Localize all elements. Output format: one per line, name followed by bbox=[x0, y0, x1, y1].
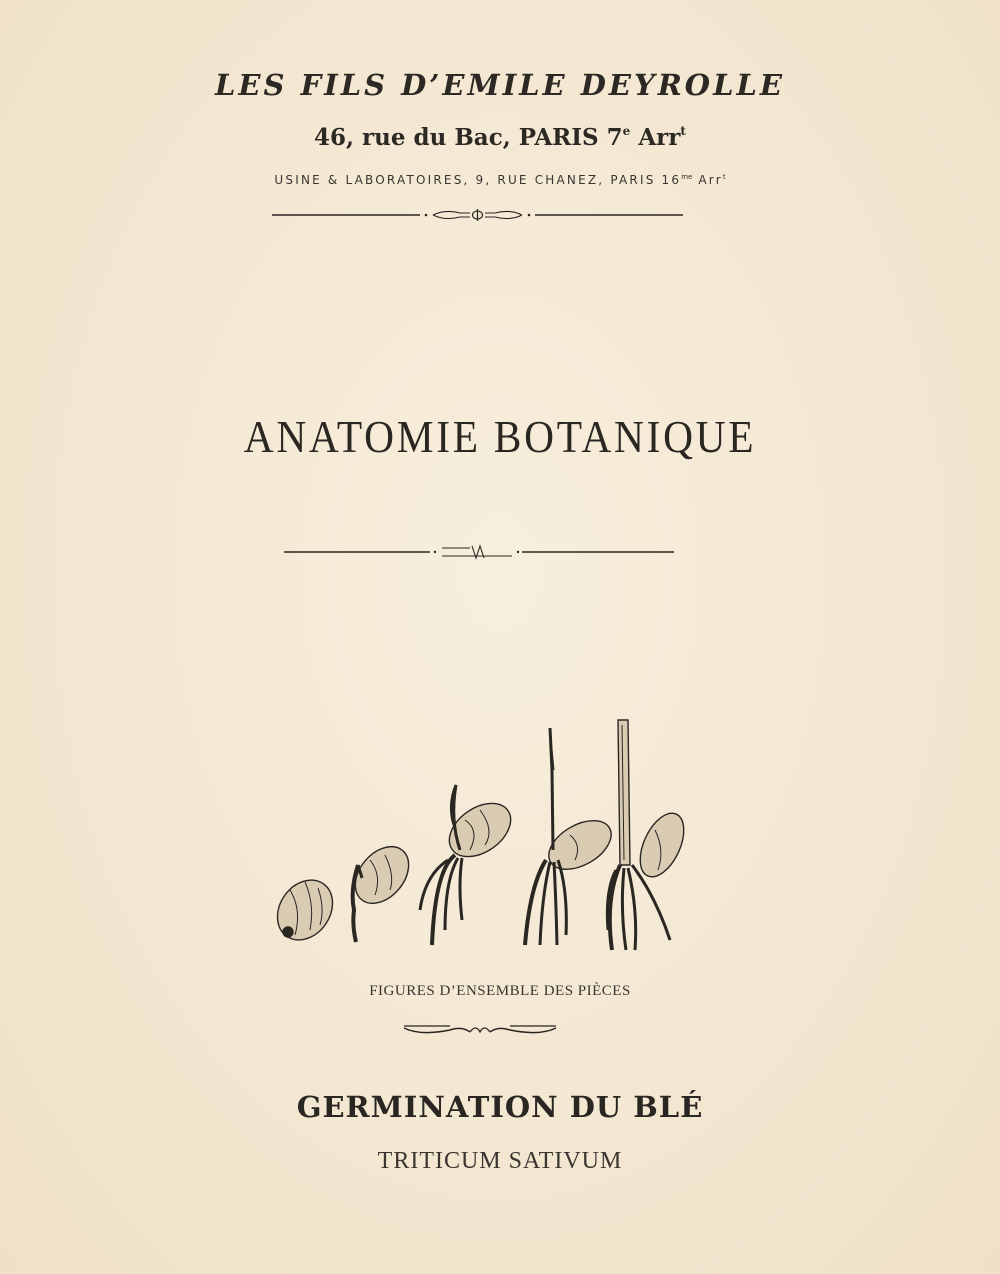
factory-text: USINE & LABORATOIRES, 9, RUE CHANEZ, PARIS 16 bbox=[274, 173, 682, 187]
germination-stage-2 bbox=[345, 836, 420, 942]
factory-address bbox=[0, 173, 1000, 187]
caption-ornament bbox=[400, 1020, 560, 1042]
factory-superscript: me bbox=[681, 173, 693, 181]
germination-stage-5 bbox=[607, 720, 690, 950]
illustration-caption: FIGURES D’ENSEMBLE DES PIÈCES bbox=[369, 983, 631, 999]
address-text: 46, rue du Bac, PARIS 7 bbox=[314, 124, 623, 151]
germination-stage-1 bbox=[270, 869, 344, 950]
title-rule-ornament bbox=[282, 542, 677, 562]
factory-arr: Arr bbox=[692, 173, 723, 187]
germination-stage-4 bbox=[525, 728, 619, 945]
latin-name: TRITICUM SATIVUM bbox=[377, 1148, 623, 1174]
header-rule-ornament bbox=[270, 205, 685, 225]
publisher-address bbox=[0, 124, 1000, 151]
address-arr: Arr bbox=[630, 124, 681, 151]
address-arr-superscript: t bbox=[680, 124, 686, 138]
wheat-germination-illustration bbox=[270, 710, 690, 960]
germination-stage-3 bbox=[420, 785, 520, 945]
publisher-name: LES FILS D’EMILE DEYROLLE bbox=[215, 68, 785, 102]
plate-title: ANATOMIE BOTANIQUE bbox=[243, 411, 757, 462]
factory-arr-superscript: t bbox=[722, 173, 726, 181]
subject-title: GERMINATION DU BLÉ bbox=[296, 1090, 704, 1124]
address-superscript: e bbox=[622, 124, 631, 138]
